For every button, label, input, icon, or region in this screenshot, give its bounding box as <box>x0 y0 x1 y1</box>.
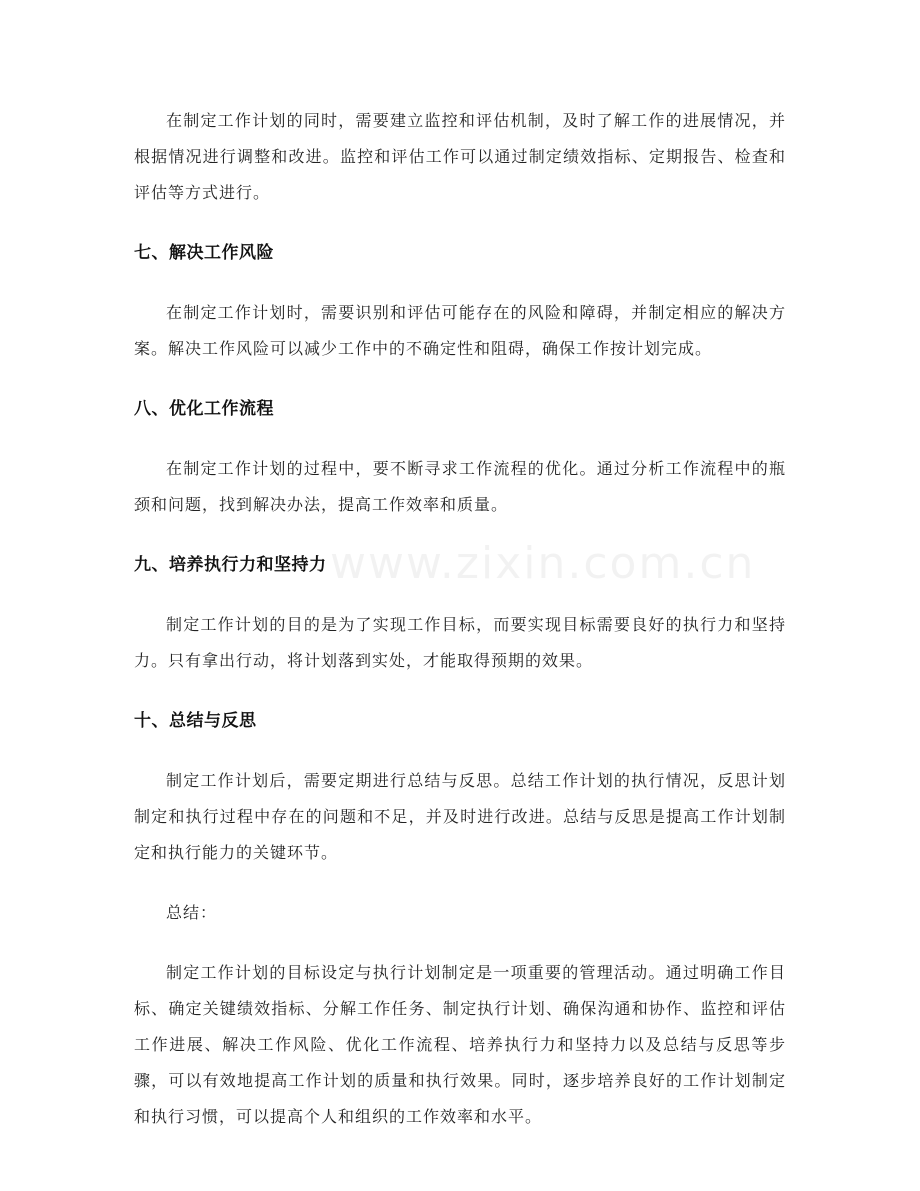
document-body <box>134 103 786 1159</box>
section-body-7: 在制定工作计划时，需要识别和评估可能存在的风险和障碍，并制定相应的解决方案。解决工作风险可以减少工作中的不确定性和阻碍，确保工作按计划完成。 <box>134 303 786 358</box>
summary-label: 总结： <box>166 903 218 922</box>
section-body-8: 在制定工作计划的过程中，要不断寻求工作流程的优化。通过分析工作流程中的瓶颈和问题，找到解决办法，提高工作效率和质量。 <box>134 459 786 514</box>
section-heading-8: 八、优化工作流程 <box>134 399 274 419</box>
section-body-9: 制定工作计划的目的是为了实现工作目标，而要实现目标需要良好的执行力和坚持力。只有拿出行动，将计划落到实处，才能取得预期的效果。 <box>134 615 786 670</box>
summary-paragraph: 制定工作计划的目标设定与执行计划制定是一项重要的管理活动。通过明确工作目标、确定关键绩效指标、分解工作任务、制定执行计划、确保沟通和协作、监控和评估工作进展、解决工作风险、优化工作流程、培养执行力和坚持力以及总结与反思等步骤，可以有效地提高工作计划的质量和执行效果。同时，逐步培养良好的工作计划制定和执行习惯，可以提高个人和组织的工作效率和水平。 <box>134 963 786 1126</box>
watermark: www.zixin.com.cn <box>330 538 756 589</box>
section-heading-10: 十、总结与反思 <box>134 711 257 731</box>
section-heading-7: 七、解决工作风险 <box>134 243 274 263</box>
intro-paragraph: 在制定工作计划的同时，需要建立监控和评估机制，及时了解工作的进展情况，并根据情况进行调整和改进。监控和评估工作可以通过制定绩效指标、定期报告、检查和评估等方式进行。 <box>134 111 786 202</box>
section-heading-9: 九、培养执行力和坚持力 <box>134 555 327 575</box>
section-body-10: 制定工作计划后，需要定期进行总结与反思。总结工作计划的执行情况，反思计划制定和执行过程中存在的问题和不足，并及时进行改进。总结与反思是提高工作计划制定和执行能力的关键环节。 <box>134 771 786 862</box>
